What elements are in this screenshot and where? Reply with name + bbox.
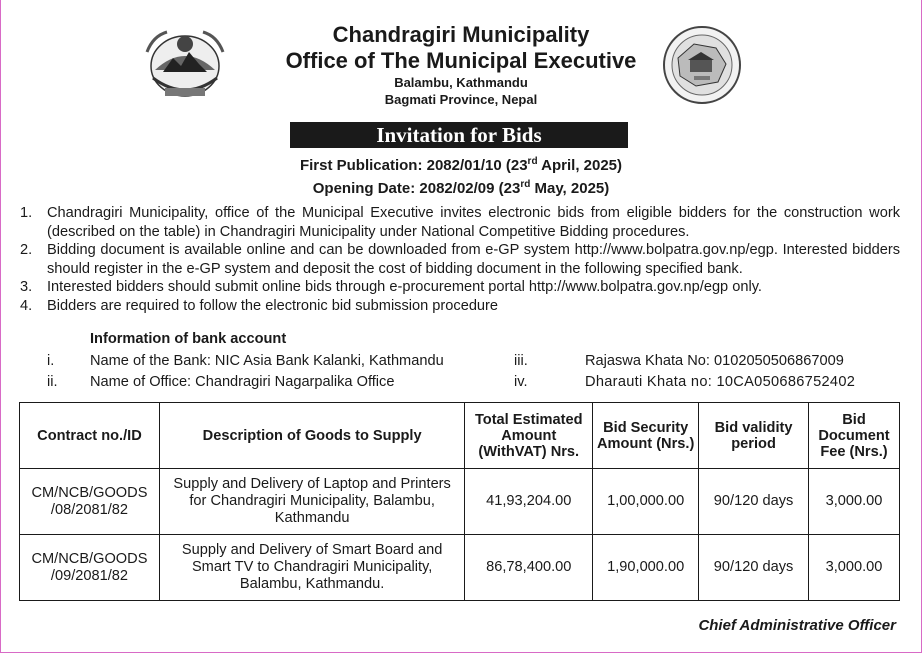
bid-validity: 90/120 days [699,469,809,535]
municipality-title: Chandragiri Municipality [332,22,590,47]
publication-info [0,152,922,198]
first-publication: First Publication: 2082/01/10 (23rd April, 2025) [299,156,623,174]
col-validity-header: Bid validity period [699,403,809,469]
col-fee-header: Bid Document Fee (Nrs.) [808,403,899,469]
table-header-row [20,403,900,469]
contract-id: CM/NCB/GOODS /08/2081/82 [20,469,160,535]
contract-id: CM/NCB/GOODS /09/2081/82 [20,535,160,601]
table-row [20,469,900,535]
col-amount-header: Total Estimated Amount (WithVAT) Nrs. [465,403,593,469]
bid-security: 1,90,000.00 [593,535,699,601]
bank-num-iii: iii. [514,353,528,369]
col-description-header: Description of Goods to Supply [159,403,464,469]
bid-validity: 90/120 days [699,535,809,601]
description: Supply and Delivery of Laptop and Printers for Chandragiri Municipality, Balambu, Kathmandu [159,469,464,535]
rajaswa-khata: Rajaswa Khata No: 0102050506867009 [585,353,844,369]
bank-num-iv: iv. [514,374,528,390]
estimated-amount: 41,93,204.00 [465,469,593,535]
bid-security: 1,00,000.00 [593,469,699,535]
bank-info-heading: Information of bank account [90,331,287,347]
bids-table [19,402,900,601]
document-fee: 3,000.00 [808,469,899,535]
bank-num-i: i. [47,353,55,369]
table-row [20,535,900,601]
header [0,22,922,108]
description: Supply and Delivery of Smart Board and Smart TV to Chandragiri Municipality, Balambu, Kathmandu. [159,535,464,601]
invitation-banner: Invitation for Bids [290,122,628,148]
col-contract-header: Contract no./ID [20,403,160,469]
estimated-amount: 86,78,400.00 [465,535,593,601]
col-security-header: Bid Security Amount (Nrs.) [593,403,699,469]
office-name: Name of Office: Chandragiri Nagarpalika Office [90,374,395,390]
list-item: 1. Chandragiri Municipality, office of the Municipal Executive invites electronic bids from eligible bidders for the construction work (described on the table) in Chandragiri Municipality under National Competitive Bidding procedures. [20,205,900,240]
opening-date: Opening Date: 2082/02/09 (23rd May, 2025) [312,179,610,197]
address-line-1: Balambu, Kathmandu [394,75,528,90]
bank-num-ii: ii. [47,374,58,390]
bank-name: Name of the Bank: NIC Asia Bank Kalanki, Kathmandu [90,353,444,369]
list-item: 3. Interested bidders should submit online bids through e-procurement portal http://www.bolpatra.gov.np/egp only. [20,279,762,295]
office-title: Office of The Municipal Executive [285,48,637,73]
list-item: 2. Bidding document is available online and can be downloaded from e-GP system http://www.bolpatra.gov.np/egp. Interested bidders should register in the e-GP system and deposit the cost of bidding document in the following specified bank. [20,242,900,277]
signature-title: Chief Administrative Officer [698,617,896,634]
dharauti-khata: Dharauti Khata no: 10CA050686752402 [585,374,856,390]
address-line-2: Bagmati Province, Nepal [384,92,538,107]
list-item: 4. Bidders are required to follow the electronic bid submission procedure [20,297,499,314]
document-fee: 3,000.00 [808,535,899,601]
instructions-list [0,204,922,315]
